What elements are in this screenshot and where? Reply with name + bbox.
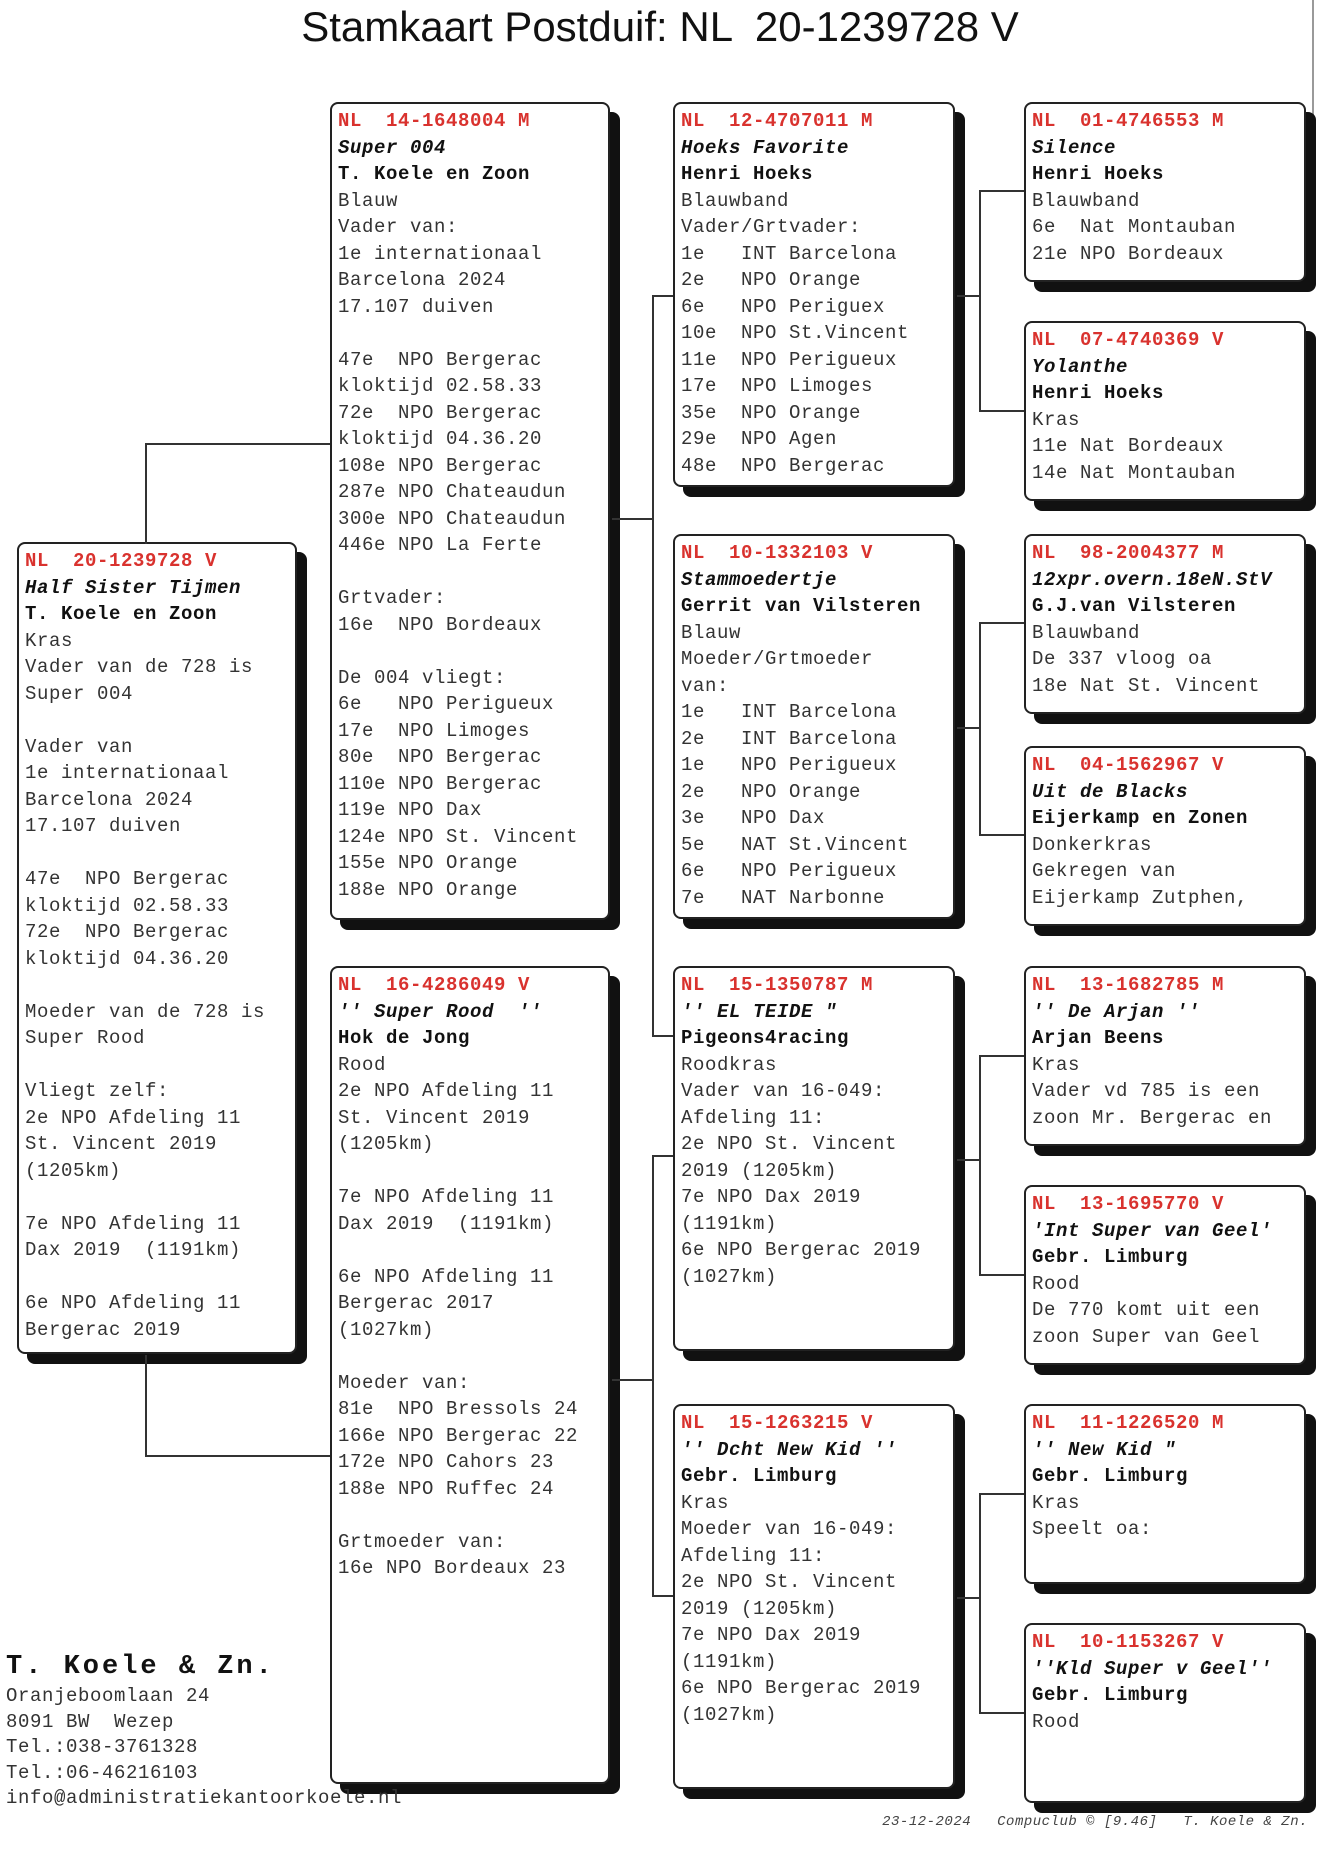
ring-number: NL 16-4286049 V — [338, 974, 531, 996]
info-line: 16e NPO Bordeaux — [338, 613, 543, 636]
info-line: 10e NPO St.Vincent — [681, 322, 910, 344]
info-line: 81e NPO Bressols 24 — [338, 1398, 579, 1420]
info-line: 17e NPO Limoges — [338, 719, 531, 742]
info-line: 72e NPO Bergerac — [25, 921, 230, 943]
info-line: Vader/Grtvader: — [681, 216, 862, 238]
ring-number: NL 10-1332103 V — [681, 542, 874, 564]
info-line: Eijerkamp Zutphen, — [1032, 886, 1249, 909]
info-line: 11e NPO Perigueux — [681, 348, 898, 371]
connector-line — [145, 1455, 330, 1457]
breeder-name: Henri Hoeks — [1032, 163, 1165, 185]
info-line: Super 004 — [25, 682, 134, 705]
info-line: Afdeling 11: — [681, 1544, 826, 1567]
info-line: 72e NPO Bergerac — [338, 401, 543, 424]
pedigree-card-p5 — [673, 966, 955, 1351]
info-line: Vader van: — [338, 216, 459, 238]
info-line — [25, 1052, 289, 1079]
info-line — [338, 1343, 602, 1370]
connector-line — [979, 190, 981, 411]
info-line: 1e INT Barcelona — [681, 701, 898, 723]
pigeon-name: '' New Kid " — [1032, 1438, 1177, 1461]
connector-line — [612, 518, 654, 520]
ring-number: NL 10-1153267 V — [1032, 1631, 1225, 1653]
info-line: kloktijd 02.58.33 — [25, 894, 230, 917]
info-line: 14e Nat Montauban — [1032, 461, 1237, 484]
info-line: 6e NPO Bergerac 2019 — [681, 1677, 922, 1699]
info-line: 2e NPO St. Vincent — [681, 1133, 898, 1155]
owner-name: T. Koele & Zn. — [6, 1652, 275, 1682]
info-line: Moeder/Grtmoeder — [681, 648, 874, 670]
info-line: 7e NAT Narbonne — [681, 886, 886, 909]
info-line: 2e INT Barcelona — [681, 727, 898, 750]
info-line: De 004 vliegt: — [338, 666, 507, 689]
info-line: Bergerac 2017 — [338, 1292, 495, 1314]
connector-line — [979, 410, 1024, 412]
info-line: Roodkras — [681, 1053, 778, 1076]
info-line — [338, 1237, 602, 1264]
ring-number: NL 13-1682785 M — [1032, 974, 1225, 996]
info-line — [338, 1158, 602, 1185]
breeder-name: Hok de Jong — [338, 1027, 471, 1049]
pigeon-name: ''Kld Super v Geel'' — [1032, 1657, 1273, 1680]
connector-line — [957, 1597, 981, 1599]
pedigree-card-p4 — [673, 534, 955, 919]
info-line: Rood — [1032, 1272, 1081, 1295]
info-line: 2e NPO St. Vincent — [681, 1571, 898, 1593]
info-line: Blauwband — [1032, 621, 1141, 644]
info-line: 48e NPO Bergerac — [681, 454, 886, 477]
pedigree-card-p9 — [1024, 534, 1306, 714]
pedigree-card-p11 — [1024, 966, 1306, 1146]
ring-number: NL 98-2004377 M — [1032, 542, 1225, 564]
info-line: 110e NPO Bergerac — [338, 772, 543, 795]
info-line: 300e NPO Chateaudun — [338, 507, 567, 530]
info-line — [25, 707, 289, 734]
info-line: 2e NPO Afdeling 11 — [338, 1080, 555, 1102]
info-line: Barcelona 2024 — [25, 788, 194, 811]
info-line: 11e Nat Bordeaux — [1032, 435, 1225, 457]
connector-line — [652, 1155, 654, 1595]
ring-number: NL 20-1239728 V — [25, 550, 218, 572]
info-line: Rood — [1032, 1710, 1081, 1733]
connector-line — [979, 1055, 1024, 1057]
info-line: Blauw — [681, 621, 742, 644]
info-line: kloktijd 04.36.20 — [25, 947, 230, 970]
info-line: 2e NPO Afdeling 11 — [25, 1106, 242, 1129]
info-line — [25, 1184, 289, 1211]
breeder-name: Eijerkamp en Zonen — [1032, 807, 1249, 829]
info-line: (1027km) — [681, 1703, 778, 1726]
connector-line — [652, 295, 673, 297]
info-line — [338, 320, 602, 347]
info-line: 5e NAT St.Vincent — [681, 833, 910, 856]
info-line: zoon Mr. Bergerac en — [1032, 1106, 1273, 1129]
info-line: 287e NPO Chateaudun — [338, 481, 567, 503]
breeder-name: Gebr. Limburg — [1032, 1465, 1189, 1487]
breeder-name: T. Koele en Zoon — [338, 163, 531, 185]
pedigree-card-p12 — [1024, 1185, 1306, 1365]
info-line: 80e NPO Bergerac — [338, 746, 543, 768]
info-line: 2e NPO Orange — [681, 780, 862, 803]
info-line: 6e NPO Afdeling 11 — [338, 1265, 555, 1288]
ring-number: NL 15-1350787 M — [681, 974, 874, 996]
pedigree-card-p6 — [673, 1404, 955, 1789]
info-line: Kras — [1032, 1053, 1081, 1076]
pigeon-name: 12xpr.overn.18eN.StV — [1032, 568, 1273, 591]
info-line — [338, 638, 602, 665]
info-line: Grtvader: — [338, 587, 447, 609]
info-line: 1e internationaal — [25, 762, 230, 784]
info-line: zoon Super van Geel — [1032, 1325, 1261, 1348]
info-line: 16e NPO Bordeaux 23 — [338, 1557, 567, 1579]
pigeon-name: '' Dcht New Kid '' — [681, 1438, 898, 1461]
ring-number: NL 12-4707011 M — [681, 110, 874, 132]
connector-line — [979, 1493, 981, 1713]
pedigree-card-p13 — [1024, 1404, 1306, 1584]
info-line: Moeder van de 728 is — [25, 1000, 266, 1023]
info-line: (1027km) — [338, 1318, 435, 1341]
info-line: 47e NPO Bergerac — [25, 868, 230, 890]
info-line: Vader van 16-049: — [681, 1080, 886, 1102]
info-line: Vader van de 728 is — [25, 656, 254, 678]
info-line: 188e NPO Orange — [338, 878, 519, 901]
info-line: 6e NPO Periguex — [681, 295, 886, 318]
pigeon-name: '' De Arjan '' — [1032, 1000, 1201, 1023]
info-line: 3e NPO Dax — [681, 807, 826, 829]
info-line: 124e NPO St. Vincent — [338, 825, 579, 848]
info-line: Vader van — [25, 735, 134, 758]
connector-line — [652, 1035, 673, 1037]
page-title: Stamkaart Postduif: NL 20-1239728 V — [301, 3, 1019, 50]
info-line: Blauwband — [1032, 189, 1141, 212]
connector-line — [957, 295, 981, 297]
info-line: 6e Nat Montauban — [1032, 216, 1237, 238]
pigeon-name: '' Super Rood '' — [338, 1000, 543, 1023]
info-line: (1191km) — [681, 1212, 778, 1235]
pigeon-name: Super 004 — [338, 136, 447, 159]
info-line: Afdeling 11: — [681, 1106, 826, 1129]
connector-line — [612, 1379, 654, 1381]
info-line: 17.107 duiven — [338, 295, 495, 318]
connector-line — [145, 443, 330, 445]
info-line — [25, 972, 289, 999]
ring-number: NL 01-4746553 M — [1032, 110, 1225, 132]
breeder-name: Gebr. Limburg — [681, 1465, 838, 1487]
info-line: 21e NPO Bordeaux — [1032, 242, 1225, 265]
pedigree-card-p8 — [1024, 321, 1306, 501]
breeder-name: Gerrit van Vilsteren — [681, 595, 922, 617]
owner-email[interactable]: info@administratiekantoorkoele.nl — [6, 1787, 403, 1809]
pigeon-name: 'Int Super van Geel' — [1032, 1219, 1273, 1242]
owner-phone-1: Tel.:038-3761328 — [6, 1736, 199, 1758]
info-line: St. Vincent 2019 — [338, 1106, 531, 1129]
ring-number: NL 13-1695770 V — [1032, 1193, 1225, 1215]
pedigree-card-p14 — [1024, 1623, 1306, 1803]
info-line: Kras — [25, 629, 74, 652]
info-line: 6e NPO Perigueux — [681, 860, 898, 882]
info-line: Rood — [338, 1053, 387, 1076]
info-line: 17.107 duiven — [25, 815, 182, 837]
info-line: Dax 2019 (1191km) — [338, 1212, 555, 1235]
connector-line — [652, 295, 654, 1037]
pigeon-name: '' EL TEIDE " — [681, 1000, 838, 1023]
info-line: 17e NPO Limoges — [681, 375, 874, 397]
info-line: van: — [681, 674, 730, 697]
connector-line — [145, 1355, 147, 1457]
info-line: Gekregen van — [1032, 860, 1177, 882]
footer — [856, 1814, 1308, 1830]
pigeon-name: Uit de Blacks — [1032, 780, 1189, 803]
connector-line — [979, 834, 1024, 836]
owner-phone-2: Tel.:06-46216103 — [6, 1761, 199, 1784]
connector-line — [979, 1055, 981, 1275]
info-line: 7e NPO Afdeling 11 — [338, 1186, 555, 1208]
ring-number: NL 11-1226520 M — [1032, 1412, 1225, 1434]
info-line: 1e internationaal — [338, 242, 543, 265]
info-line: 35e NPO Orange — [681, 401, 862, 424]
connector-line — [652, 1595, 673, 1597]
info-line: 6e NPO Afdeling 11 — [25, 1292, 242, 1314]
info-line: (1205km) — [25, 1159, 122, 1182]
breeder-name: Arjan Beens — [1032, 1027, 1165, 1049]
info-line: kloktijd 02.58.33 — [338, 375, 543, 397]
connector-line — [979, 1712, 1024, 1714]
info-line: De 770 komt uit een — [1032, 1299, 1261, 1321]
connector-line — [957, 727, 981, 729]
info-line: kloktijd 04.36.20 — [338, 428, 543, 450]
info-line — [338, 559, 602, 586]
info-line: Moeder van: — [338, 1371, 471, 1394]
info-line: Blauw — [338, 189, 399, 212]
info-line: Bergerac 2019 — [25, 1318, 182, 1341]
info-line: 2e NPO Orange — [681, 269, 862, 291]
info-line: Kras — [681, 1491, 730, 1514]
info-line: Vliegt zelf: — [25, 1080, 170, 1102]
pigeon-name: Yolanthe — [1032, 355, 1129, 378]
info-line: St. Vincent 2019 — [25, 1133, 218, 1155]
pedigree-card-p7 — [1024, 102, 1306, 282]
ring-number: NL 15-1263215 V — [681, 1412, 874, 1434]
connector-line — [979, 622, 981, 835]
info-line: Kras — [1032, 408, 1081, 431]
info-line: Kras — [1032, 1491, 1081, 1514]
breeder-name: Gebr. Limburg — [1032, 1246, 1189, 1268]
pigeon-name: Hoeks Favorite — [681, 136, 850, 159]
info-line: Blauwband — [681, 189, 790, 212]
connector-line — [979, 622, 1024, 624]
pedigree-card-p3 — [673, 102, 955, 487]
pedigree-card-p0 — [17, 542, 297, 1354]
info-line: De 337 vloog oa — [1032, 648, 1213, 670]
info-line: 172e NPO Cahors 23 — [338, 1451, 555, 1473]
info-line: 6e NPO Bergerac 2019 — [681, 1239, 922, 1261]
pigeon-name: Half Sister Tijmen — [25, 576, 242, 599]
info-line: 47e NPO Bergerac — [338, 348, 543, 371]
info-line: Dax 2019 (1191km) — [25, 1239, 242, 1261]
breeder-name: Gebr. Limburg — [1032, 1684, 1189, 1706]
info-line: 29e NPO Agen — [681, 428, 838, 450]
pedigree-card-p10 — [1024, 746, 1306, 926]
connector-line — [652, 1155, 673, 1157]
info-line: Super Rood — [25, 1027, 146, 1049]
info-line: 155e NPO Orange — [338, 852, 519, 874]
breeder-name: T. Koele en Zoon — [25, 603, 218, 625]
footer-date: 23-12-2024 — [882, 1814, 972, 1830]
breeder-name: Pigeons4racing — [681, 1027, 850, 1049]
connector-line — [979, 1274, 1024, 1276]
info-line: Moeder van 16-049: — [681, 1518, 898, 1540]
info-line: 1e NPO Perigueux — [681, 754, 898, 776]
ring-number: NL 04-1562967 V — [1032, 754, 1225, 776]
info-line: 7e NPO Dax 2019 — [681, 1624, 862, 1646]
info-line: 119e NPO Dax — [338, 799, 483, 821]
info-line: 18e Nat St. Vincent — [1032, 674, 1261, 697]
info-line: Speelt oa: — [1032, 1518, 1153, 1540]
connector-line — [145, 443, 147, 544]
breeder-name: Henri Hoeks — [681, 163, 814, 185]
owner-street: Oranjeboomlaan 24 — [6, 1685, 211, 1707]
info-line: 188e NPO Ruffec 24 — [338, 1477, 555, 1500]
info-line: 2019 (1205km) — [681, 1159, 838, 1182]
ring-number: NL 07-4740369 V — [1032, 329, 1225, 351]
owner-address-block — [6, 1650, 402, 1812]
info-line: Barcelona 2024 — [338, 269, 507, 291]
breeder-name: G.J.van Vilsteren — [1032, 595, 1237, 617]
info-line: 2019 (1205km) — [681, 1597, 838, 1620]
info-line: 166e NPO Bergerac 22 — [338, 1424, 579, 1447]
connector-line — [979, 1493, 1024, 1495]
info-line: 446e NPO La Ferte — [338, 534, 543, 556]
info-line: 6e NPO Perigueux — [338, 693, 555, 715]
footer-owner: T. Koele & Zn. — [1183, 1814, 1308, 1830]
info-line: 7e NPO Dax 2019 — [681, 1186, 862, 1208]
ring-number: NL 14-1648004 M — [338, 110, 531, 132]
pigeon-name: Silence — [1032, 136, 1117, 159]
info-line: 1e INT Barcelona — [681, 242, 898, 265]
info-line — [25, 1264, 289, 1291]
connector-line — [979, 190, 1024, 192]
info-line: (1027km) — [681, 1265, 778, 1288]
owner-postcode-city: 8091 BW Wezep — [6, 1710, 175, 1733]
info-line: (1205km) — [338, 1133, 435, 1155]
info-line — [338, 1502, 602, 1529]
footer-software: Compuclub © [9.46] — [997, 1814, 1158, 1830]
info-line: 7e NPO Afdeling 11 — [25, 1212, 242, 1235]
info-line: Donkerkras — [1032, 833, 1153, 856]
info-line: 108e NPO Bergerac — [338, 454, 543, 477]
breeder-name: Henri Hoeks — [1032, 382, 1165, 404]
info-line — [25, 840, 289, 867]
connector-line — [957, 1159, 981, 1161]
info-line: (1191km) — [681, 1650, 778, 1673]
pedigree-card-p1 — [330, 102, 610, 920]
info-line: Vader vd 785 is een — [1032, 1080, 1261, 1102]
pigeon-name: Stammoedertje — [681, 568, 838, 591]
info-line: Grtmoeder van: — [338, 1530, 507, 1553]
